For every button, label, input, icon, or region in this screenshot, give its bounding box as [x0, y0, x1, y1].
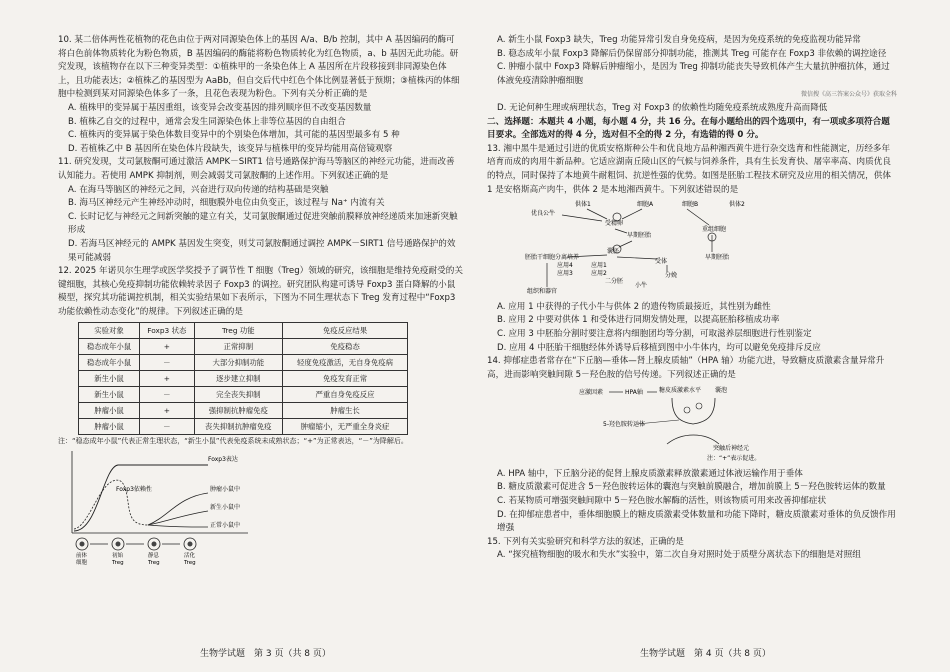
- q11-option-c: C. 长时记忆与神经元之间新突触的建立有关，艾司氯胺酮通过促进突触前膜释放神经递质来加速新突触形成: [68, 211, 458, 236]
- q14-option-d: D. 在抑郁症患者中，垂体细胞膜上的糖皮质激素受体数量和功能下降时，糖皮质激素对垂体的负反馈作用增强: [497, 509, 896, 534]
- q12-option-c: C. 肿瘤小鼠中 Foxp3 降解后肿瘤缩小，是因为 Treg 抑制功能丧失导致机体产生大量抗肿瘤抗体，通过体液免疫清除肿瘤细胞: [497, 62, 890, 86]
- q14-option-c: C. 若某物质可增强突触间隙中 5－羟色胺水解酶的活性，则该物质可用来改善抑郁症状: [497, 496, 827, 507]
- table-cell: －: [140, 419, 195, 435]
- embryo-engineering-diagram: [487, 197, 787, 295]
- table-header: 实验对象: [79, 323, 140, 339]
- cell-label: Treg: [148, 559, 160, 565]
- table-cell: 正常抑制: [194, 339, 282, 355]
- label-glucocorticoid: 糖皮质激素水平: [659, 387, 702, 395]
- table-row: [79, 371, 408, 387]
- cell-label: Treg: [112, 559, 124, 565]
- q12-option-d: D. 无论何种生理或病理状态，Treg 对 Foxp3 的依赖性均随免疫系统成熟度升高而降低: [497, 102, 828, 113]
- q12-option-a: A. 新生小鼠 Foxp3 缺失，Treg 功能异常引发自身免疫病，是因为免疫系统的免疫监视功能异常: [497, 35, 861, 45]
- table-cell: 免疫发育正常: [283, 371, 408, 387]
- table-cell: 稳态成年小鼠: [79, 355, 140, 371]
- table-cell: 免疫稳态: [283, 339, 408, 355]
- watermark: 微信搜《高三答案公众号》获取全科: [800, 91, 897, 99]
- cell-label: 静息: [148, 552, 160, 559]
- q14-stem: 14. 抑郁症患者常存在“下丘脑—垂体—肾上腺皮质轴”（HPA 轴）功能亢进，导致糖皮质激素含量异常升高，进而影响突触间隙 5－羟色胺的信号传递。下列叙述正确的是: [487, 356, 885, 380]
- table-cell: 逐步建立抑制: [194, 371, 282, 387]
- table-cell: 肿瘤小鼠: [79, 419, 140, 435]
- label-recipient: 受体: [655, 258, 668, 266]
- label-early-embryo: 早期胚胎: [627, 232, 652, 240]
- table-cell: 肿瘤小鼠: [79, 403, 140, 419]
- label-blastocyst: 囊胚: [607, 248, 620, 256]
- table-cell: 大部分抑制功能: [194, 355, 282, 371]
- q12-table: [78, 322, 408, 435]
- label-recombinant-cell: 重组细胞: [702, 226, 727, 234]
- q12-option-b: B. 稳态成年小鼠 Foxp3 降解后仍保留部分抑制功能，推测其 Treg 可能存在 Foxp3 非依赖的调控途径: [497, 48, 887, 59]
- table-cell: +: [140, 339, 195, 355]
- curve-tumor-mouse: [148, 493, 208, 525]
- cell-label: 细胞: [76, 559, 88, 565]
- label-app2: 应用2: [591, 270, 607, 278]
- label-esc-culture: 胚胎干细胞分离培养: [525, 254, 580, 262]
- curve-foxp3-expression: [74, 465, 208, 531]
- curve-neonatal-mouse: [148, 511, 208, 525]
- label-split-embryo: 二分胚: [605, 278, 624, 286]
- q10-option-b: B. 植株乙自交的过程中，通常会发生同源染色体上非等位基因的自由组合: [68, 116, 346, 127]
- table-cell: 肿瘤缩小，无严重全身炎症: [283, 419, 408, 435]
- table-cell: 丧失抑制抗肿瘤免疫: [194, 419, 282, 435]
- table-cell: 稳态成年小鼠: [79, 339, 140, 355]
- table-row: [79, 355, 408, 371]
- table-cell: 肿瘤生长: [283, 403, 408, 419]
- label-foxp3-dependence: Foxp3依赖性: [116, 485, 152, 493]
- table-row: [79, 403, 408, 419]
- label-cell-b: 细胞B: [682, 201, 699, 209]
- label-foxp3-expression: Foxp3表达: [208, 455, 238, 463]
- table-cell: 轻度免疫激活，无自身免疫病: [283, 355, 408, 371]
- table-row: [79, 339, 408, 355]
- label-vesicle: 囊泡: [715, 387, 728, 395]
- table-cell: 强抑制抗肿瘤免疫: [194, 403, 282, 419]
- hpa-synapse-diagram: [487, 382, 787, 462]
- cell-label: 前体: [76, 552, 88, 559]
- q11-option-a: A. 在海马等脑区的神经元之间，兴奋进行双向传递的结构基础是突触: [68, 184, 329, 195]
- q13-option-b: B. 应用 2 中要对供体 1 和受体进行同期发情处理，以提高胚胎移植成功率: [497, 315, 780, 326]
- label-app1: 应用1: [591, 262, 607, 270]
- q13-option-c: C. 应用 3 中胚胎分割时要注意将内细胞团均等分割，可取滋养层细胞进行性别鉴定: [497, 328, 812, 339]
- q11-stem: 11. 研究发现，艾司氯胺酮可通过激活 AMPK－SIRT1 信号通路保护海马等脑区的神经元功能，进而改善认知能力。若使用 AMPK 抑制剂，则会减弱艾司氯胺酮的上述作用。下列叙述正确的是: [58, 157, 455, 181]
- foxp3-curve-chart: [58, 447, 258, 565]
- label-normal-mouse: 正常小鼠中: [210, 521, 241, 529]
- label-tissues: 组织和器官: [527, 288, 558, 296]
- vesicle-icon: [684, 407, 690, 413]
- table-cell: 严重自身免疫反应: [283, 387, 408, 403]
- q10-option-c: C. 植株丙的变异属于染色体数目变异中的个别染色体增加，其可能的基因型最多有 5 种: [68, 130, 400, 141]
- q12-stem: 12. 2025 年诺贝尔生理学或医学奖授予了调节性 T 细胞（Treg）领域的研究，该细胞是维持免疫耐受的关键细胞，其核心免疫抑制功能依赖转录因子 Foxp3 的调控。研究团队构建可诱导 Foxp3 蛋白降解的小鼠模型，探究其功能调控机制，相关实验结果如下表所示，下图为不同生理状态下 Treg 发育过程中“Foxp3 功能依赖性动态变化”的规律。下列叙述正确的是: [58, 266, 463, 317]
- label-delivery: 分娩: [665, 272, 678, 280]
- table-row: [79, 387, 408, 403]
- label-5ht-transporter: 5-羟色胺转运体: [603, 421, 645, 429]
- q14-figure-note: 注：“+”表示促进。: [707, 455, 761, 463]
- postsynaptic-membrane: [667, 435, 719, 444]
- q15-option-a: A. “探究植物细胞的吸水和失水”实验中，第二次自身对照时处于质壁分离状态下的细胞是对照组: [497, 550, 861, 561]
- cell-label: Treg: [184, 559, 196, 565]
- q13-option-a: A. 应用 1 中获得的子代小牛与供体 2 的遗传物质最接近，其性别为雌性: [497, 301, 771, 312]
- q10-option-d: D. 若植株乙中 B 基因所在染色体片段缺失，该变异与植株甲的变异均能用高倍镜观察: [68, 143, 393, 154]
- label-superior-bull: 优良公牛: [531, 210, 556, 218]
- table-cell: －: [140, 355, 195, 371]
- table-cell: +: [140, 403, 195, 419]
- label-donor2: 供体2: [729, 201, 745, 209]
- left-column: [58, 34, 463, 571]
- label-app3: 应用3: [557, 270, 573, 278]
- label-early-embryo-2: 早期胚胎: [705, 254, 730, 262]
- cell-label: 初始: [112, 552, 124, 559]
- table-header: Treg 功能: [194, 323, 282, 339]
- q13-figure: [487, 197, 897, 301]
- q11-option-d: D. 若海马区神经元的 AMPK 基因发生突变，则艾司氯胺酮通过调控 AMPK－SIRT1 信号通路保护的效果可能减弱: [68, 238, 456, 263]
- cell-icons: [76, 538, 196, 550]
- table-header: 免疫反应结果: [283, 323, 408, 339]
- q15-stem: 15. 下列有关实验研究和科学方法的叙述，正确的是: [487, 536, 684, 547]
- footer-right: 生物学试题 第 4 页（共 8 页）: [640, 649, 771, 659]
- table-cell: +: [140, 371, 195, 387]
- q10-option-a: A. 植株甲的变异属于基因重组，该变异会改变基因的排列顺序但不改变基因数量: [68, 102, 372, 113]
- section-2-heading: 二、选择题：本题共 4 小题，每小题 4 分，共 16 分。在每小题给出的四个选项中，有一项或多项符合题目要求。全部选对的得 4 分，选对但不全的得 2 分，有选错的得 0 分。: [487, 116, 890, 141]
- cell-label: 活化: [184, 552, 196, 559]
- label-app4: 应用4: [557, 262, 573, 270]
- label-cell-a: 细胞A: [637, 201, 654, 209]
- q14-option-a: A. HPA 轴中，下丘脑分泌的促肾上腺皮质激素释放激素通过体液运输作用于垂体: [497, 468, 803, 479]
- right-column: [487, 34, 897, 563]
- label-donor1: 供体1: [575, 201, 591, 209]
- vesicle-icon: [696, 403, 702, 409]
- table-row: [79, 419, 408, 435]
- q10-stem: 10. 某二倍体两性花植物的花色由位于两对同源染色体上的基因 A/a、B/b 控制，其中 A 基因编码的酶可将白色前体物质转化为粉色物质，B 基因编码的酶能将粉色物质转化为红色物质，a、b 基因无此功能。研究发现，该植物存在以下三种变异类型：①植株甲的一条染色体上 A 基因所在片段移接到非同源染色体上，且功能表达；②植株乙的基因型为 AaBb，但自交后代中红色个体比例显著低于预期；③植株丙的体细胞中检测到某对同源染色体多了一条，且花色表现为粉色。下列有关分析正确的是: [58, 35, 460, 100]
- q13-option-d: D. 应用 4 中胚胎干细胞经体外诱导后移植到图中小牛体内，均可以避免免疫排斥反应: [497, 342, 821, 353]
- q14-figure: [487, 382, 897, 468]
- table-cell: －: [140, 387, 195, 403]
- table-cell: 新生小鼠: [79, 387, 140, 403]
- curve-normal-mouse: [148, 525, 208, 527]
- label-zygote: 受精卵: [605, 220, 624, 228]
- label-neonatal-mouse: 新生小鼠中: [210, 503, 241, 511]
- q11-option-b: B. 海马区神经元产生神经冲动时，细胞膜外电位由负变正，该过程与 Na⁺ 内流有关: [68, 198, 385, 209]
- label-postsynaptic: 突触后神经元: [713, 445, 750, 453]
- label-hpa-axis: HPA轴: [625, 389, 643, 397]
- label-calf: 小牛: [635, 282, 648, 290]
- table-header: Foxp3 状态: [140, 323, 195, 339]
- table-header-row: [79, 323, 408, 339]
- q13-stem: 13. 湘中黑牛是通过引进的优质安格斯种公牛和优良地方品种湘西黄牛进行杂交选育和性能测定，历经多年培育而成的肉用牛新品种。它适应湖南丘陵山区的气候与饲养条件，具有生长发育快、屠宰率高、肉质优良的特点，同时保持了本地黄牛耐粗饲、抗逆性强的优势。如图是胚胎工程技术研究及应用的相关情况，供体 1 是安格斯高产肉牛，供体 2 是本地湘西黄牛。下列叙述错误的是: [487, 143, 891, 195]
- label-tumor-mouse: 肿瘤小鼠中: [210, 485, 241, 493]
- q12-figure: [58, 447, 463, 571]
- footer-left: 生物学试题 第 3 页（共 8 页）: [200, 649, 331, 659]
- table-cell: 完全丧失抑制: [194, 387, 282, 403]
- label-stress: 应激因素: [579, 389, 604, 397]
- table-cell: 新生小鼠: [79, 371, 140, 387]
- q12-table-note: 注：“稳态成年小鼠”代表正常生理状态，“新生小鼠”代表免疫系统未成熟状态；“+”为正常表达，“－”为降解后。: [58, 437, 408, 446]
- q14-option-b: B. 糖皮质激素可促进含 5－羟色胺转运体的囊泡与突触前膜融合，增加前膜上 5－羟色胺转运体的数量: [497, 482, 886, 493]
